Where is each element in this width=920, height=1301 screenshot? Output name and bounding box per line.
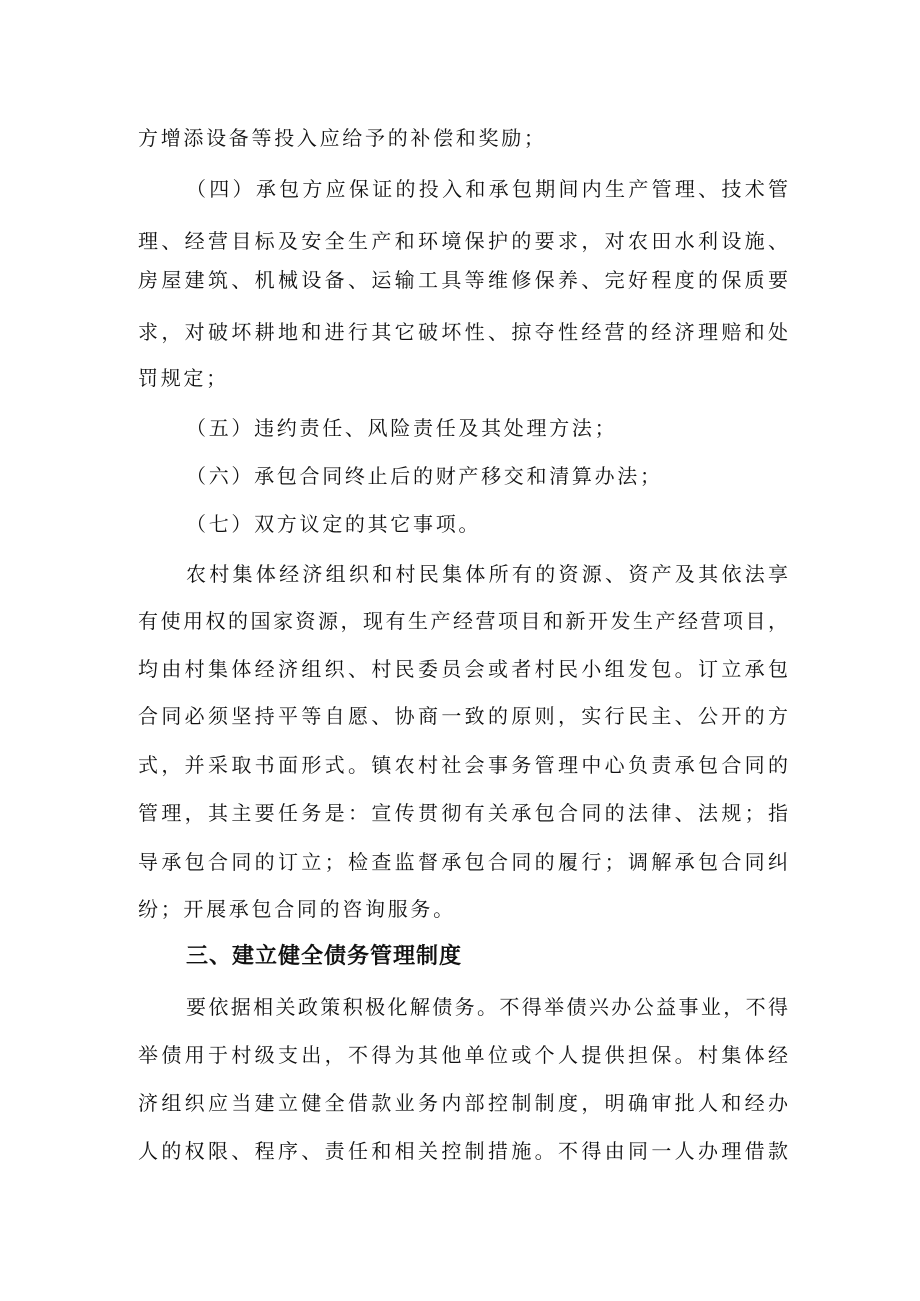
text-line-4: 房屋建筑、机械设备、运输工具等维修保养、完好程度的保质要 [138, 268, 788, 292]
text-line-16: 导承包合同的订立；检查监督承包合同的履行；调解承包合同纠 [138, 850, 788, 874]
text-line-12: 均由村集体经济组织、村民委员会或者村民小组发包。订立承包 [138, 657, 788, 681]
text-line-9: （七）双方议定的其它事项。 [186, 512, 482, 536]
text-line-19: 举债用于村级支出，不得为其他单位或个人提供担保。村集体经 [138, 1043, 788, 1067]
text-line-3: 理、经营目标及安全生产和环境保护的要求，对农田水利设施、 [138, 229, 788, 253]
text-line-1: 方增添设备等投入应给予的补偿和奖励； [138, 126, 547, 150]
text-line-2: （四）承包方应保证的投入和承包期间内生产管理、技术管 [186, 177, 788, 201]
text-line-13: 合同必须坚持平等自愿、协商一致的原则，实行民主、公开的方 [138, 704, 788, 728]
text-line-7: （五）违约责任、风险责任及其处理方法； [186, 416, 618, 440]
section-heading: 三、建立健全债务管理制度 [186, 944, 463, 969]
text-line-15: 管理，其主要任务是：宣传贯彻有关承包合同的法律、法规；指 [138, 801, 788, 825]
text-line-20: 济组织应当建立健全借款业务内部控制制度，明确审批人和经办 [138, 1091, 788, 1115]
text-line-6: 罚规定； [138, 366, 229, 390]
text-line-8: （六）承包合同终止后的财产移交和清算办法； [186, 464, 663, 488]
text-line-5: 求，对破坏耕地和进行其它破坏性、掠夺性经营的经济理赔和处 [138, 320, 788, 344]
text-line-10: 农村集体经济组织和村民集体所有的资源、资产及其依法享 [186, 562, 788, 586]
text-line-21: 人的权限、程序、责任和相关控制措施。不得由同一人办理借款 [138, 1139, 788, 1163]
text-line-14: 式，并采取书面形式。镇农村社会事务管理中心负责承包合同的 [138, 753, 788, 777]
text-line-18: 要依据相关政策积极化解债务。不得举债兴办公益事业，不得 [186, 995, 788, 1019]
text-line-17: 纷；开展承包合同的咨询服务。 [138, 897, 456, 921]
text-line-11: 有使用权的国家资源，现有生产经营项目和新开发生产经营项目， [138, 609, 788, 633]
